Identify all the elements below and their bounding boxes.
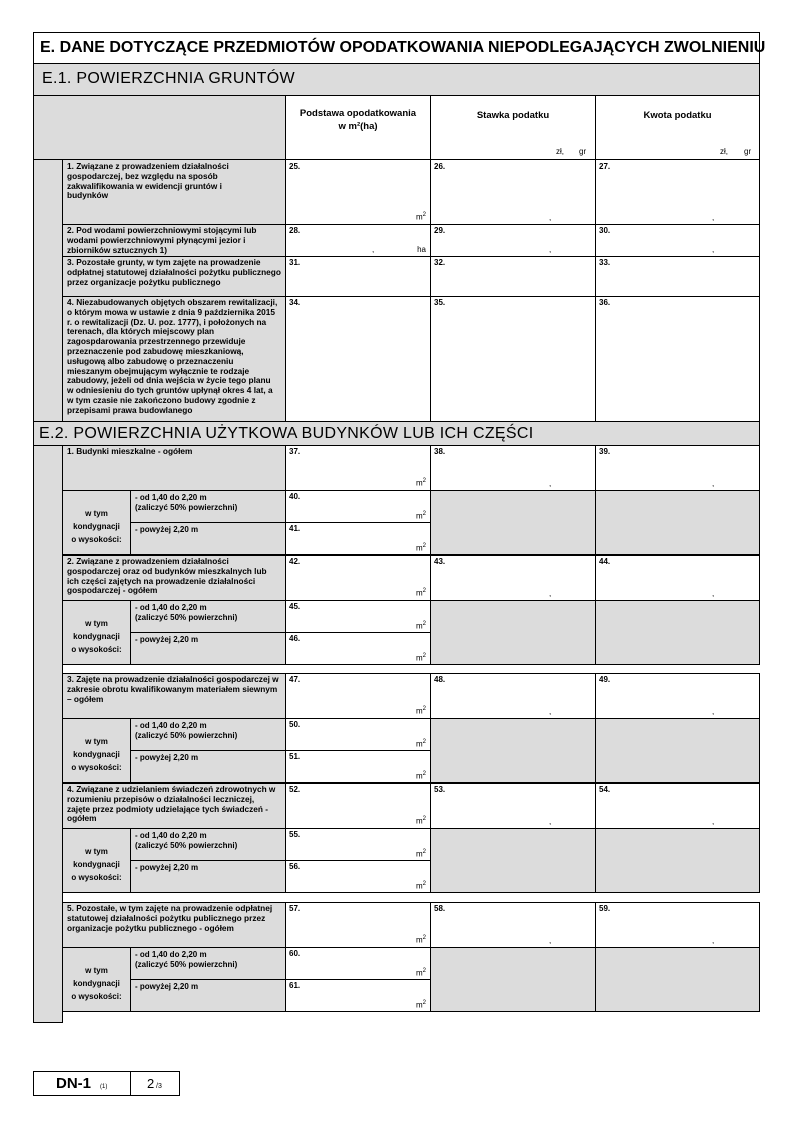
e2-field-comma: , xyxy=(712,479,715,488)
e2-field-number: 39. xyxy=(599,447,611,456)
e2-field-number: 51. xyxy=(289,752,301,761)
e1-field-27-number: 27. xyxy=(599,162,611,171)
e1-field-31-number: 31. xyxy=(289,258,301,267)
e2-field-37[interactable] xyxy=(285,445,431,491)
e2-field-number: 44. xyxy=(599,557,611,566)
e2-field-number: 55. xyxy=(289,830,301,839)
e2-field-unit: $m^2$ xyxy=(415,588,426,598)
page-total: /3 xyxy=(156,1083,162,1090)
e1-col-amount-label: Kwota podatku xyxy=(643,110,712,121)
e1-field-25-number: 25. xyxy=(289,162,301,171)
e1-field-32[interactable] xyxy=(430,256,596,297)
e1-col-base-unit: w m²(ha) xyxy=(338,121,378,132)
e2-sub-label-text: - od 1,40 do 2,20 m (zaliczyć 50% powierzchni) xyxy=(135,603,238,622)
e2-sub-label-1 xyxy=(130,490,286,523)
e2-group-2-label-cell xyxy=(62,555,286,601)
e2-wtym-text: w tym kondygnacji o wysokości: xyxy=(71,966,122,1001)
e2-wtym-cell xyxy=(62,600,131,665)
e2-sub-label-2 xyxy=(130,522,286,555)
e2-wtym-text: w tym kondygnacji o wysokości: xyxy=(71,509,122,544)
e2-sub-label-1 xyxy=(130,600,286,633)
e1-field-27[interactable] xyxy=(595,159,760,225)
e2-sub-label-1 xyxy=(130,828,286,861)
e2-field-47[interactable] xyxy=(285,673,431,719)
e1-row-1-label-cell xyxy=(62,159,286,225)
e2-field-57[interactable] xyxy=(285,902,431,948)
e2-wtym-cell xyxy=(62,947,131,1012)
e2-field-unit: $m^2$ xyxy=(415,653,426,663)
form-id: DN-1 xyxy=(56,1075,92,1092)
e2-field-unit: $m^2$ xyxy=(415,478,426,488)
e2-field-number: 40. xyxy=(289,492,301,501)
e1-row-3-label: 3. Pozostałe grunty, w tym zajęte na prowadzenie odpłatnej statutowej działalności pożytku publicznego przez organizacje pożytku publicznego xyxy=(67,257,281,287)
e1-field-28-number: 28. xyxy=(289,226,301,235)
e2-field-rate-4[interactable] xyxy=(430,783,596,829)
e2-sub-field[interactable] xyxy=(285,860,431,893)
e2-field-amount-2[interactable] xyxy=(595,555,760,601)
e2-wtym-text: w tym kondygnacji o wysokości: xyxy=(71,737,122,772)
e2-field-number: 61. xyxy=(289,981,301,990)
e1-col-amount-header xyxy=(595,95,760,160)
e2-sub-label-1 xyxy=(130,947,286,980)
e2-sub-label-text: - powyżej 2,20 m xyxy=(135,863,199,872)
e2-field-number: 41. xyxy=(289,524,301,533)
section-e-header xyxy=(33,32,766,64)
e2-field-number: 59. xyxy=(599,904,611,913)
form-version: (1) xyxy=(100,1084,108,1090)
e1-field-36-number: 36. xyxy=(599,298,611,307)
e1-field-26-number: 26. xyxy=(434,162,446,171)
e2-field-comma: , xyxy=(712,936,715,945)
e1-field-31[interactable] xyxy=(285,256,431,297)
e1-field-32-number: 32. xyxy=(434,258,446,267)
section-e1-title: E.1. POWIERZCHNIA GRUNTÓW xyxy=(42,70,295,87)
e2-divider xyxy=(595,828,596,893)
e2-field-unit: $m^2$ xyxy=(415,1000,426,1010)
e2-group-4-label-cell xyxy=(62,783,286,829)
e2-field-comma: , xyxy=(549,936,552,945)
e1-row-2-label: 2. Pod wodami powierzchniowymi stojącymi lub wodami powierzchniowymi płynącymi jezior i zbiorników sztucznych 1) xyxy=(67,225,257,255)
e2-sub-field[interactable] xyxy=(285,750,431,783)
form-id-box xyxy=(33,1071,131,1096)
e2-sub-label-text: - od 1,40 do 2,20 m (zaliczyć 50% powierzchni) xyxy=(135,721,238,740)
e2-field-comma: , xyxy=(712,707,715,716)
e2-sub-field[interactable] xyxy=(285,979,431,1012)
e2-field-52[interactable] xyxy=(285,783,431,829)
e2-field-number: 47. xyxy=(289,675,301,684)
e2-sub-label-2 xyxy=(130,979,286,1012)
e1-field-30-comma: , xyxy=(712,245,715,254)
e2-wtym-text: w tym kondygnacji o wysokości: xyxy=(71,847,122,882)
e2-field-number: 46. xyxy=(289,634,301,643)
e1-field-29-comma: , xyxy=(549,245,552,254)
e1-field-36[interactable] xyxy=(595,296,760,422)
e2-field-number: 42. xyxy=(289,557,301,566)
e2-sub-label-text: - od 1,40 do 2,20 m (zaliczyć 50% powierzchni) xyxy=(135,950,238,969)
e1-field-26-comma: , xyxy=(549,213,552,222)
e1-field-26[interactable] xyxy=(430,159,596,225)
e2-group-3-label-cell xyxy=(62,673,286,719)
e2-field-amount-4[interactable] xyxy=(595,783,760,829)
e2-field-42[interactable] xyxy=(285,555,431,601)
e2-divider xyxy=(595,600,596,665)
e1-field-28[interactable] xyxy=(285,224,431,257)
e2-field-amount-5[interactable] xyxy=(595,902,760,948)
section-e1-header xyxy=(33,63,760,96)
e2-field-number: 56. xyxy=(289,862,301,871)
e1-field-29-number: 29. xyxy=(434,226,446,235)
e2-sub-field[interactable] xyxy=(285,828,431,861)
e1-field-33[interactable] xyxy=(595,256,760,297)
e2-group-5-label-cell xyxy=(62,902,286,948)
e2-sub-label-text: - od 1,40 do 2,20 m (zaliczyć 50% powierzchni) xyxy=(135,831,238,850)
e2-field-rate-1[interactable] xyxy=(430,445,596,491)
e1-row-2-label-cell xyxy=(62,224,286,257)
e1-col-base-header xyxy=(285,95,431,160)
e2-sub-label-text: - powyżej 2,20 m xyxy=(135,635,199,644)
e2-group-1-label-cell xyxy=(62,445,286,491)
e1-col-amount-currency: zł, xyxy=(720,147,728,156)
e1-field-28-unit: ha xyxy=(417,245,426,254)
e2-field-number: 38. xyxy=(434,447,446,456)
e2-sub-label-text: - powyżej 2,20 m xyxy=(135,753,199,762)
section-e2-header xyxy=(33,421,760,446)
e1-field-29[interactable] xyxy=(430,224,596,257)
e1-col-amount-grosz: gr xyxy=(744,147,752,156)
e2-field-number: 37. xyxy=(289,447,301,456)
e1-field-35[interactable] xyxy=(430,296,596,422)
e2-indent-strip xyxy=(33,445,63,1023)
e2-field-unit: $m^2$ xyxy=(415,511,426,521)
e2-sub-field[interactable] xyxy=(285,947,431,980)
e2-field-number: 49. xyxy=(599,675,611,684)
e1-col-rate-label: Stawka podatku xyxy=(476,110,550,121)
e2-field-unit: $m^2$ xyxy=(415,816,426,826)
e2-sub-label-text: - powyżej 2,20 m xyxy=(135,525,199,534)
e2-field-comma: , xyxy=(712,589,715,598)
e2-group-2-label: 2. Związane z prowadzeniem działalności gospodarczej oraz od budynków mieszkalnych lub ich części zajętych na prowadzenie działalności gospodarczej - ogółem xyxy=(67,556,267,596)
e2-sub-field[interactable] xyxy=(285,522,431,555)
section-e2-title: E.2. POWIERZCHNIA UŻYTKOWA BUDYNKÓW LUB ICH CZĘŚCI xyxy=(39,425,534,442)
e1-field-25-unit: $m^2$ xyxy=(415,212,426,222)
e2-field-number: 60. xyxy=(289,949,301,958)
e2-wtym-cell xyxy=(62,490,131,555)
e2-field-number: 50. xyxy=(289,720,301,729)
e2-field-comma: , xyxy=(712,817,715,826)
e2-field-number: 48. xyxy=(434,675,446,684)
e2-field-comma: , xyxy=(549,707,552,716)
e2-field-unit: $m^2$ xyxy=(415,543,426,553)
page-number: 2 xyxy=(147,1076,155,1091)
e2-field-number: 57. xyxy=(289,904,301,913)
e2-wtym-text: w tym kondygnacji o wysokości: xyxy=(71,619,122,654)
e2-field-amount-1[interactable] xyxy=(595,445,760,491)
e1-field-34[interactable] xyxy=(285,296,431,422)
e2-field-amount-3[interactable] xyxy=(595,673,760,719)
e2-group-3-label: 3. Zajęte na prowadzenie działalności gospodarczej w zakresie obrotu kwalifikowanym materiałem siewnym – ogółem xyxy=(67,674,279,704)
e1-column-header-spacer xyxy=(33,95,286,160)
e2-field-rate-2[interactable] xyxy=(430,555,596,601)
e2-sub-label-2 xyxy=(130,860,286,893)
page-number-box xyxy=(130,1071,180,1096)
e2-wtym-cell xyxy=(62,718,131,783)
e1-col-rate-grosz: gr xyxy=(579,147,587,156)
e2-sub-label-1 xyxy=(130,718,286,751)
e2-field-unit: $m^2$ xyxy=(415,706,426,716)
e2-group-1-label: 1. Budynki mieszkalne - ogółem xyxy=(67,446,193,456)
e2-group-5-label: 5. Pozostałe, w tym zajęte na prowadzenie odpłatnej statutowej działalności pożytku publicznego przez organizacje pożytku publicznego - ogółem xyxy=(67,903,273,933)
e2-sub-label-2 xyxy=(130,750,286,783)
e1-indent-strip xyxy=(33,159,63,422)
e2-field-comma: , xyxy=(549,589,552,598)
e2-sub-label-2 xyxy=(130,632,286,665)
e2-field-number: 53. xyxy=(434,785,446,794)
e2-divider xyxy=(595,947,596,1012)
e1-field-27-comma: , xyxy=(712,213,715,222)
e2-field-unit: $m^2$ xyxy=(415,771,426,781)
e2-field-rate-3[interactable] xyxy=(430,673,596,719)
e1-field-30[interactable] xyxy=(595,224,760,257)
e2-field-unit: $m^2$ xyxy=(415,849,426,859)
e1-field-30-number: 30. xyxy=(599,226,611,235)
e2-field-number: 54. xyxy=(599,785,611,794)
e2-field-unit: $m^2$ xyxy=(415,935,426,945)
e2-field-unit: $m^2$ xyxy=(415,621,426,631)
e2-field-number: 58. xyxy=(434,904,446,913)
e2-sub-field[interactable] xyxy=(285,632,431,665)
e1-field-25[interactable] xyxy=(285,159,431,225)
section-e-title: E. DANE DOTYCZĄCE PRZEDMIOTÓW OPODATKOWANIA NIEPODLEGAJĄCYCH ZWOLNIENIU xyxy=(40,39,766,56)
e2-sub-label-text: - powyżej 2,20 m xyxy=(135,982,199,991)
e1-col-base-label: Podstawa opodatkowania xyxy=(299,108,417,119)
e2-divider xyxy=(595,718,596,783)
e2-sub-label-text: - od 1,40 do 2,20 m (zaliczyć 50% powierzchni) xyxy=(135,493,238,512)
e2-wtym-cell xyxy=(62,828,131,893)
e2-field-comma: , xyxy=(549,817,552,826)
e2-field-unit: $m^2$ xyxy=(415,739,426,749)
e1-row-1-label: 1. Związane z prowadzeniem działalności gospodarczej, bez względu na sposób zakwalifikowania w ewidencji gruntów i budynków xyxy=(67,161,229,201)
e2-field-unit: $m^2$ xyxy=(415,881,426,891)
e1-col-rate-currency: zł, xyxy=(556,147,564,156)
e2-field-comma: , xyxy=(549,479,552,488)
e1-col-rate-header xyxy=(430,95,596,160)
e2-sub-field[interactable] xyxy=(285,600,431,633)
e1-row-4-label-cell xyxy=(62,296,286,422)
e1-field-28-comma: , xyxy=(372,245,375,254)
e2-field-number: 52. xyxy=(289,785,301,794)
e2-field-unit: $m^2$ xyxy=(415,968,426,978)
e1-field-33-number: 33. xyxy=(599,258,611,267)
e1-row-4-label: 4. Niezabudowanych objętych obszarem rewitalizacji, o którym mowa w ustawie z dnia 9 października 2015 r. o rewitalizacji (Dz. U. poz. 1777), i położonych na terenach, dla których miejscowy plan zagospdarowania przestrzennego przewiduje przeznaczenie pod zabudowę mieszkaniową, usługową albo zabudowę o przeznaczeniu mieszanym obejmującym wyłącznie te rodzaje zabudowy, jeżeli od dnia wejścia w życie tego planu w odniesieniu do tych gruntów upłynął okres 4 lat, a w tym czasie nie zakończono budowy zgodnie z przepisami prawa budowlanego xyxy=(67,297,278,415)
e2-divider xyxy=(595,490,596,555)
e2-field-rate-5[interactable] xyxy=(430,902,596,948)
e2-field-number: 45. xyxy=(289,602,301,611)
e1-row-3-label-cell xyxy=(62,256,286,297)
e1-field-35-number: 35. xyxy=(434,298,446,307)
e1-field-34-number: 34. xyxy=(289,298,301,307)
e2-sub-field[interactable] xyxy=(285,490,431,523)
e2-sub-field[interactable] xyxy=(285,718,431,751)
e2-group-4-label: 4. Związane z udzielaniem świadczeń zdrowotnych w rozumieniu przepisów o działalności leczniczej, zajęte przez podmioty udzielające tych świadczeń - ogółem xyxy=(67,784,276,824)
e2-field-number: 43. xyxy=(434,557,446,566)
